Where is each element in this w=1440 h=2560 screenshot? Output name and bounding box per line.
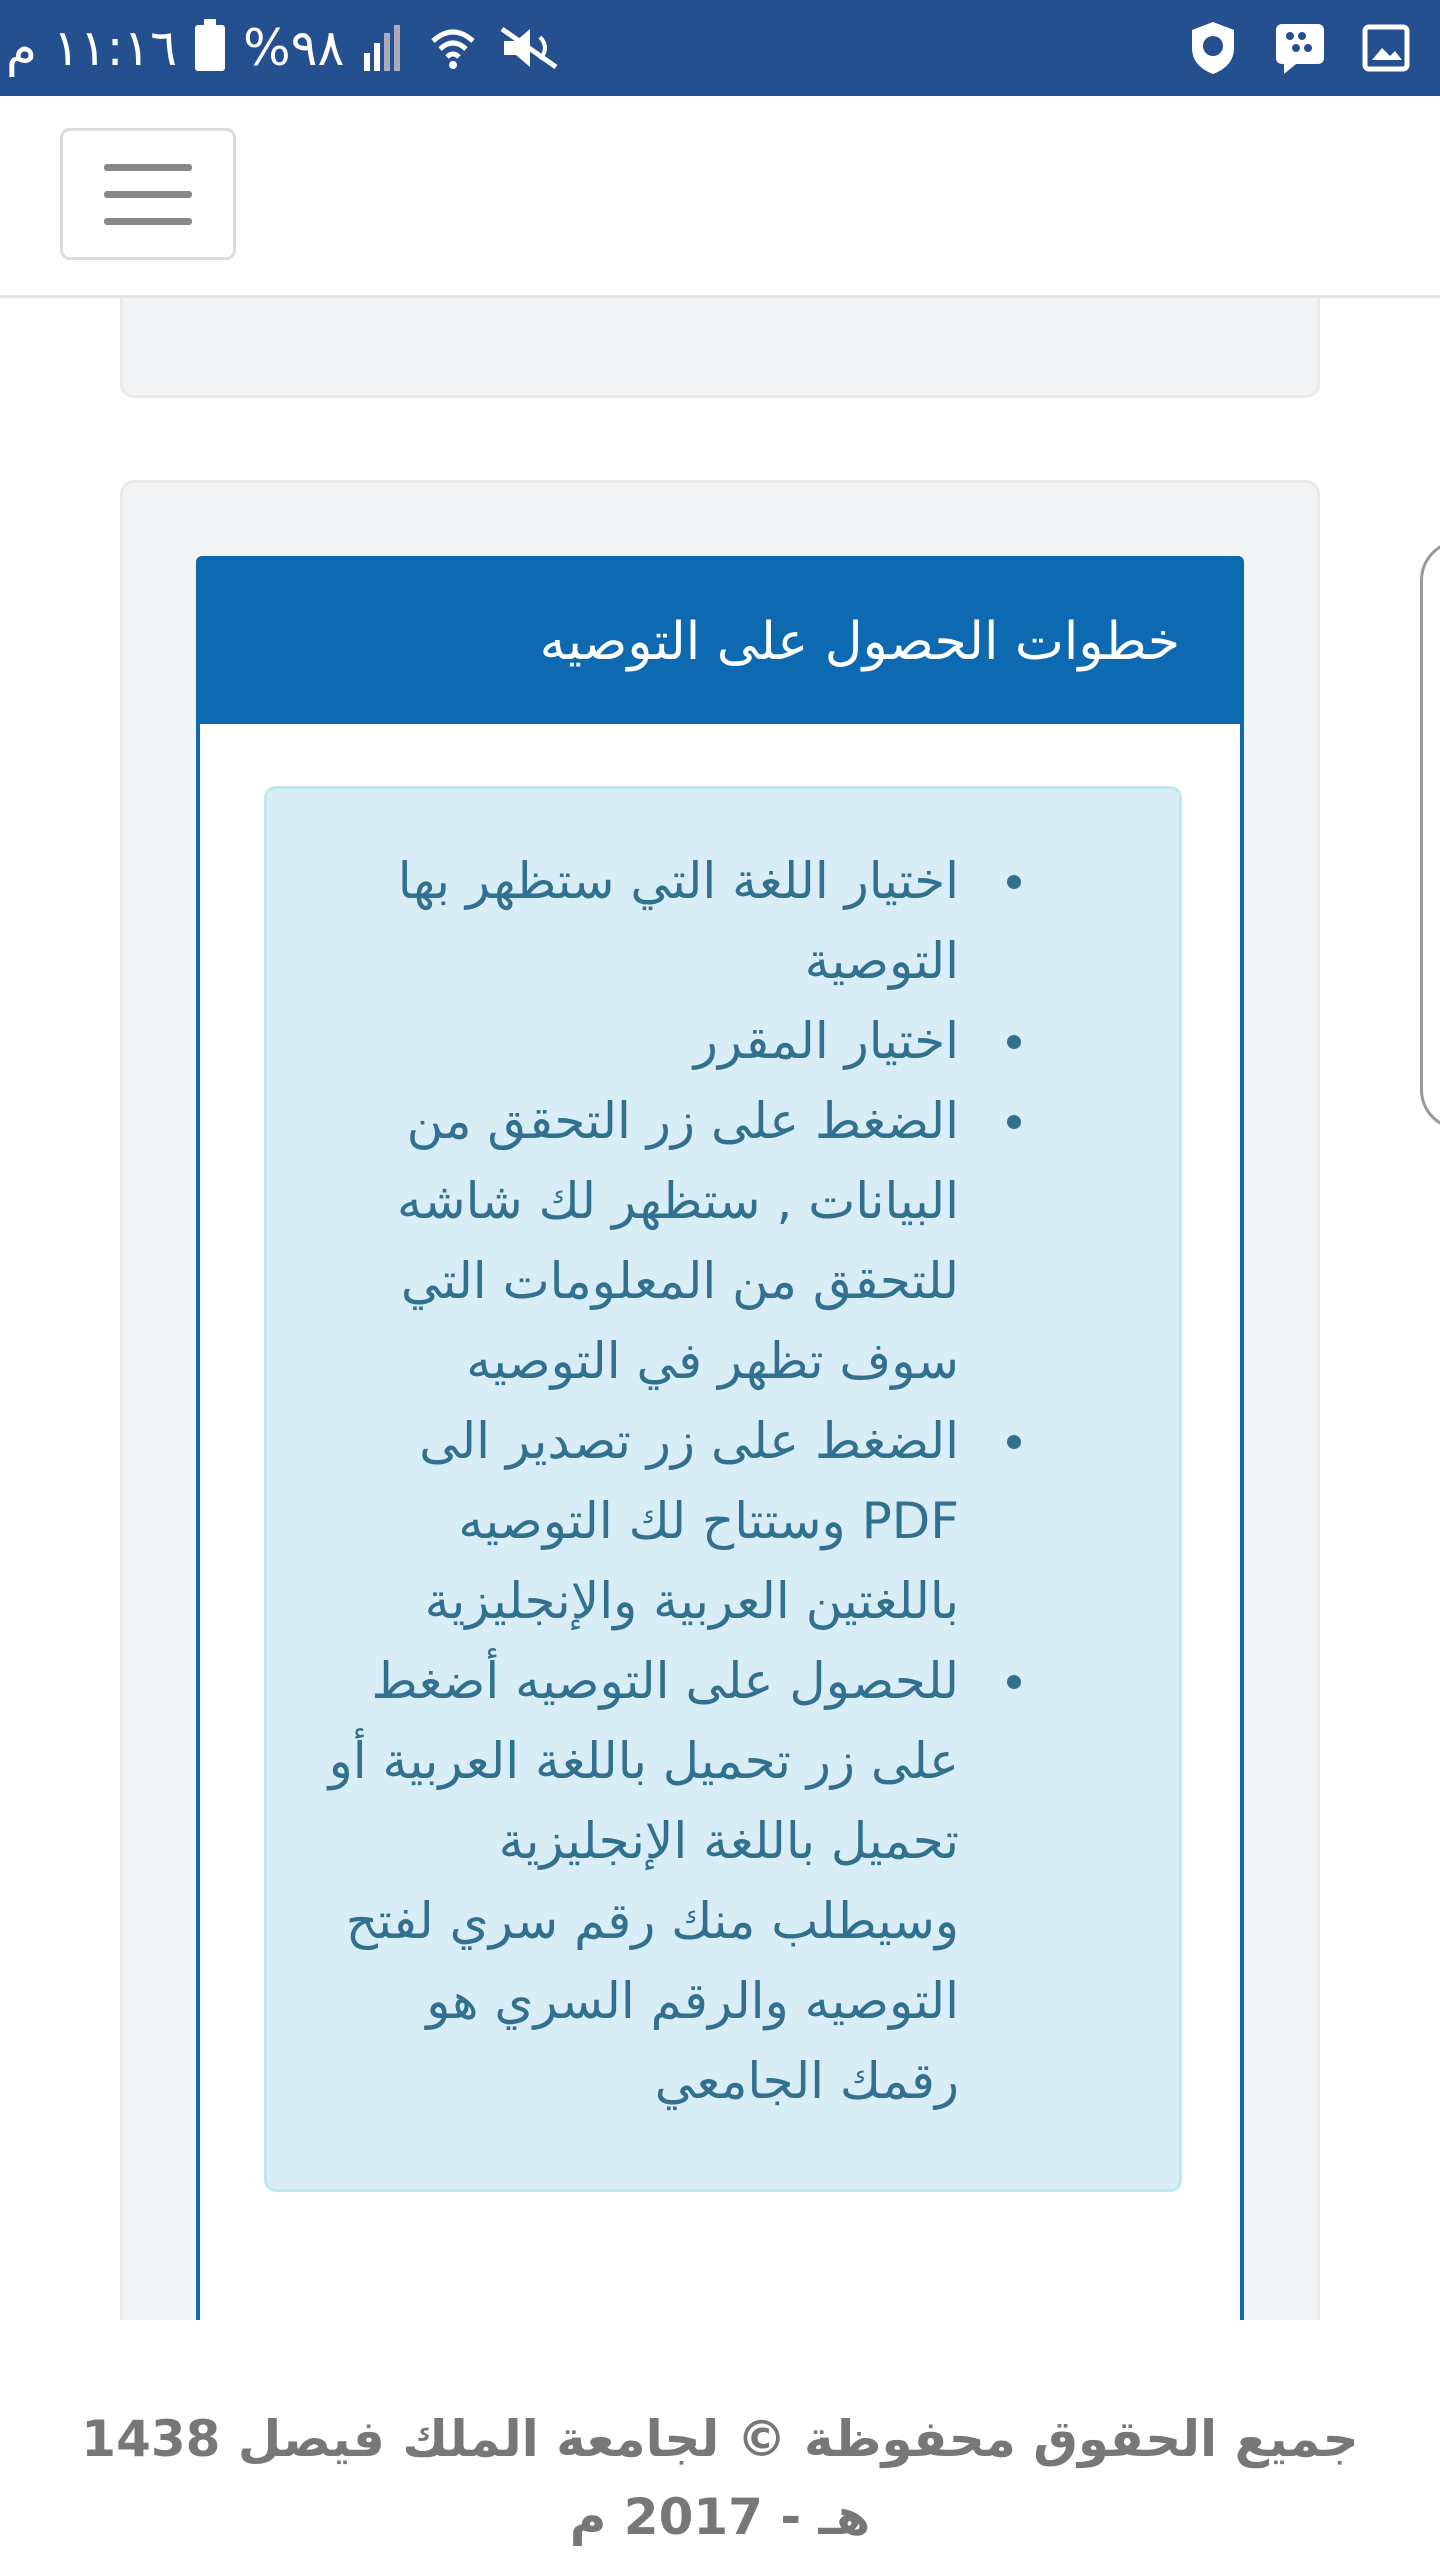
steps-panel xyxy=(196,556,1244,2320)
step-item: اختيار المقرر xyxy=(307,1001,959,1081)
status-left-group xyxy=(6,0,566,96)
status-right-group xyxy=(1188,0,1410,96)
step-item: الضغط على زر تصدير الى PDF وستتاح لك التوصيه باللغتين العربية والإنجليزية xyxy=(307,1401,959,1641)
wifi-icon xyxy=(428,23,478,73)
navbar-toggle-button[interactable] xyxy=(60,128,236,260)
previous-section-well xyxy=(120,298,1320,398)
step-item: الضغط على زر التحقق من البيانات , ستظهر لك شاشه للتحقق من المعلومات التي سوف تظهر في التوصيه xyxy=(307,1081,959,1401)
app-shield-icon xyxy=(1188,20,1238,76)
panel-title: خطوات الحصول على التوصيه xyxy=(539,612,1180,672)
footer xyxy=(0,2320,1440,2560)
clock: ١١:١٦ م xyxy=(6,19,178,77)
gallery-icon xyxy=(1362,24,1410,72)
signal-icon xyxy=(362,23,410,73)
panel-heading xyxy=(200,560,1240,724)
battery-icon xyxy=(195,25,225,71)
navbar xyxy=(0,96,1440,298)
battery-percent: %٩٨ xyxy=(243,19,345,77)
step-item: للحصول على التوصيه أضغط على زر تحميل باللغة العربية أو تحميل باللغة الإنجليزية وسيطلب منك رقم سري لفتح التوصيه والرقم السري هو رقمك الجامعي xyxy=(307,1641,959,2121)
mute-icon xyxy=(496,23,566,73)
hamburger-menu-icon xyxy=(104,218,192,225)
side-edge-element xyxy=(1420,540,1440,1130)
status-bar xyxy=(0,0,1440,96)
hamburger-menu-icon xyxy=(104,164,192,171)
copyright-text: جميع الحقوق محفوظة © لجامعة الملك فيصل 1438 هـ - 2017 م xyxy=(81,2410,1359,2546)
steps-list xyxy=(307,841,959,2121)
step-item: اختيار اللغة التي ستظهر بها التوصية xyxy=(307,841,959,1001)
blackberry-icon xyxy=(1274,22,1326,74)
steps-info-box xyxy=(264,786,1182,2192)
hamburger-menu-icon xyxy=(104,191,192,198)
